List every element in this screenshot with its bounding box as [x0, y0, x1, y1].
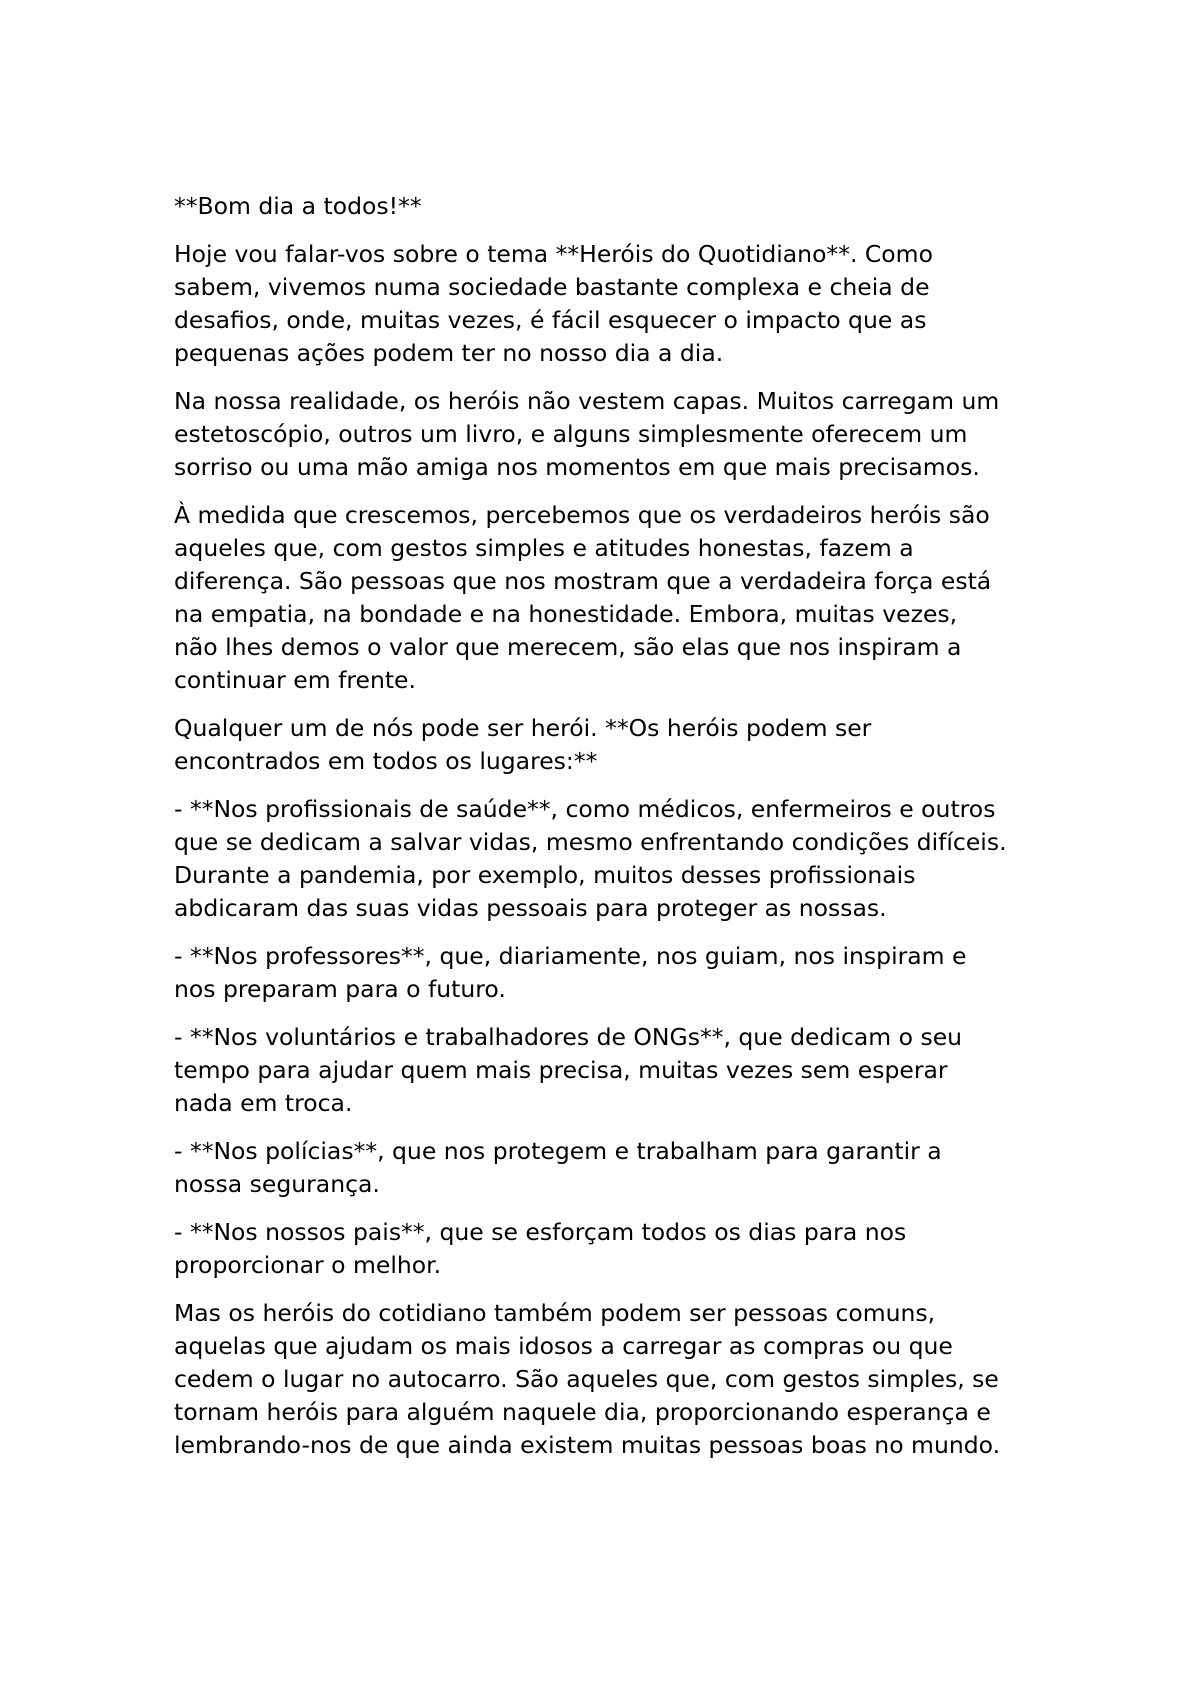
paragraph-line: sorriso ou uma mão amiga nos momentos em que mais precisamos. [174, 453, 980, 481]
paragraph-line: Hoje vou falar-vos sobre o tema **Heróis do Quotidiano**. Como [174, 240, 933, 268]
paragraph [174, 940, 1054, 1006]
greeting-line: **Bom dia a todos!** [174, 192, 422, 220]
paragraph [174, 1135, 1054, 1201]
paragraph-line: - **Nos voluntários e trabalhadores de ONGs**, que dedicam o seu [174, 1023, 963, 1051]
paragraph-list [174, 238, 1054, 1462]
paragraph [174, 1216, 1054, 1282]
paragraph-line: Qualquer um de nós pode ser herói. **Os heróis podem ser [174, 714, 872, 742]
paragraph-line: Na nossa realidade, os heróis não vestem capas. Muitos carregam um [174, 387, 1000, 415]
paragraph-line: na empatia, na bondade e na honestidade. Embora, muitas vezes, [174, 600, 958, 628]
paragraph-line: aquelas que ajudam os mais idosos a carregar as compras ou que [174, 1332, 953, 1360]
paragraph-line: - **Nos professores**, que, diariamente, nos guiam, nos inspiram e [174, 942, 967, 970]
paragraph-line: abdicaram das suas vidas pessoais para proteger as nossas. [174, 894, 887, 922]
paragraph-line: cedem o lugar no autocarro. São aqueles que, com gestos simples, se [174, 1365, 999, 1393]
paragraph-line: que se dedicam a salvar vidas, mesmo enfrentando condições difíceis. [174, 828, 1007, 856]
paragraph-line: nos preparam para o futuro. [174, 975, 506, 1003]
paragraph-line: encontrados em todos os lugares:** [174, 747, 598, 775]
paragraph-line: - **Nos polícias**, que nos protegem e trabalham para garantir a [174, 1137, 942, 1165]
paragraph [174, 1297, 1054, 1462]
paragraph-line: pequenas ações podem ter no nosso dia a dia. [174, 339, 724, 367]
paragraph-line: aqueles que, com gestos simples e atitudes honestas, fazem a [174, 534, 914, 562]
paragraph-line: À medida que crescemos, percebemos que os verdadeiros heróis são [174, 501, 990, 529]
paragraph-line: diferença. São pessoas que nos mostram que a verdadeira força está [174, 567, 992, 595]
paragraph-line: - **Nos nossos pais**, que se esforçam todos os dias para nos [174, 1218, 907, 1246]
paragraph [174, 238, 1054, 370]
document-body [174, 190, 1054, 1477]
paragraph-line: Durante a pandemia, por exemplo, muitos desses profissionais [174, 861, 916, 889]
paragraph-line: desafios, onde, muitas vezes, é fácil esquecer o impacto que as [174, 306, 927, 334]
paragraph [174, 793, 1054, 925]
greeting [174, 190, 1054, 223]
paragraph-line: nossa segurança. [174, 1170, 380, 1198]
paragraph-line: sabem, vivemos numa sociedade bastante complexa e cheia de [174, 273, 930, 301]
paragraph-line: estetoscópio, outros um livro, e alguns simplesmente oferecem um [174, 420, 968, 448]
paragraph [174, 499, 1054, 697]
paragraph-line: - **Nos profissionais de saúde**, como médicos, enfermeiros e outros [174, 795, 996, 823]
paragraph-line: nada em troca. [174, 1089, 353, 1117]
paragraph-line: proporcionar o melhor. [174, 1251, 442, 1279]
paragraph-line: tornam heróis para alguém naquele dia, proporcionando esperança e [174, 1398, 991, 1426]
paragraph-line: Mas os heróis do cotidiano também podem ser pessoas comuns, [174, 1299, 936, 1327]
paragraph-line: lembrando-nos de que ainda existem muitas pessoas boas no mundo. [174, 1431, 1001, 1459]
paragraph-line: continuar em frente. [174, 666, 416, 694]
paragraph [174, 385, 1054, 484]
paragraph-line: tempo para ajudar quem mais precisa, muitas vezes sem esperar [174, 1056, 948, 1084]
paragraph [174, 712, 1054, 778]
paragraph-line: não lhes demos o valor que merecem, são elas que nos inspiram a [174, 633, 962, 661]
paragraph [174, 1021, 1054, 1120]
